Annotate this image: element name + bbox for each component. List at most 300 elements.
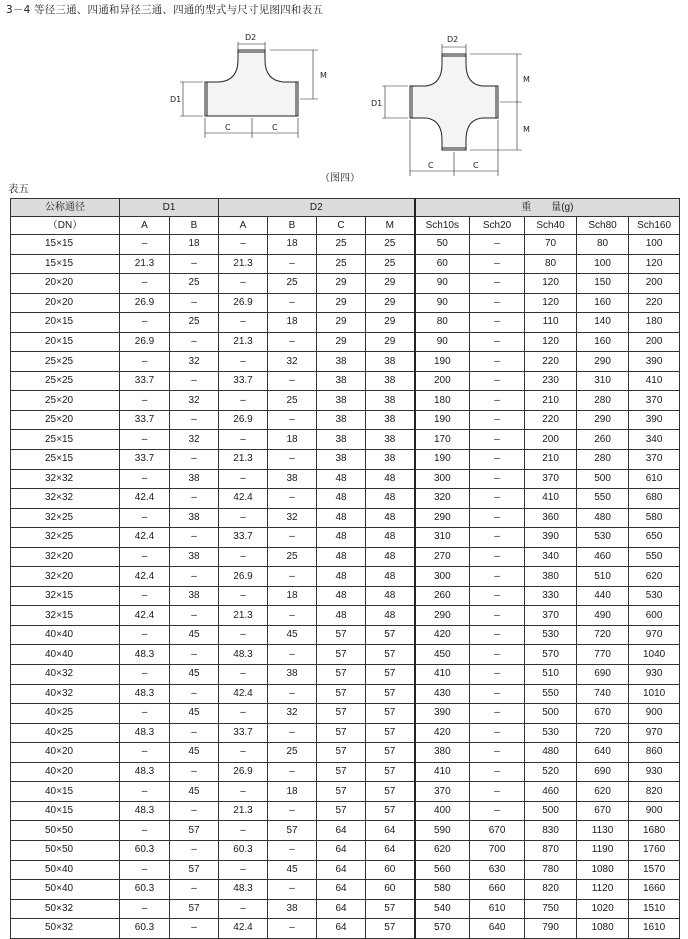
cell-sch80: 160 [577, 332, 629, 352]
cell-d1-b: – [170, 840, 219, 860]
cell-sch10s: 300 [415, 469, 470, 489]
cell-sch80: 550 [577, 489, 629, 509]
cell-dn: 20×15 [11, 313, 120, 333]
cell-sch20: – [470, 586, 525, 606]
cell-c: 64 [317, 919, 366, 939]
cell-sch160: 1660 [629, 880, 680, 900]
table-row [11, 723, 680, 743]
cell-sch160: 930 [629, 762, 680, 782]
cell-d1-a: 48.3 [120, 645, 170, 665]
cell-sch10s: 410 [415, 762, 470, 782]
cell-m: 48 [366, 508, 415, 528]
cell-sch20: – [470, 782, 525, 802]
cell-d2-a: – [219, 743, 268, 763]
cell-d2-b: – [268, 528, 317, 548]
cell-sch40: 80 [525, 254, 577, 274]
cross-d2-label: D2 [447, 35, 459, 44]
cell-sch20: – [470, 704, 525, 724]
cell-sch40: 380 [525, 567, 577, 587]
cell-d1-a: – [120, 274, 170, 294]
cell-sch10s: 450 [415, 645, 470, 665]
cell-c: 38 [317, 391, 366, 411]
cell-c: 64 [317, 880, 366, 900]
cell-d2-a: – [219, 235, 268, 255]
cell-d1-b: 57 [170, 821, 219, 841]
cell-m: 29 [366, 293, 415, 313]
cell-d1-a: – [120, 547, 170, 567]
cell-sch20: – [470, 254, 525, 274]
table-row [11, 567, 680, 587]
cell-d2-b: – [268, 840, 317, 860]
cell-d1-b: – [170, 254, 219, 274]
cell-d1-a: 33.7 [120, 450, 170, 470]
cell-d1-a: 48.3 [120, 684, 170, 704]
cell-d1-a: – [120, 430, 170, 450]
cell-sch10s: 560 [415, 860, 470, 880]
cell-d2-b: – [268, 567, 317, 587]
cell-dn: 25×25 [11, 352, 120, 372]
cell-sch40: 480 [525, 743, 577, 763]
cell-d1-b: – [170, 410, 219, 430]
cell-sch80: 1080 [577, 860, 629, 880]
cell-sch80: 140 [577, 313, 629, 333]
cell-d2-a: 21.3 [219, 801, 268, 821]
cell-d1-a: – [120, 313, 170, 333]
cell-sch10s: 50 [415, 235, 470, 255]
cell-d2-a: – [219, 430, 268, 450]
table-row [11, 410, 680, 430]
cell-sch40: 500 [525, 704, 577, 724]
cell-sch40: 530 [525, 723, 577, 743]
cell-d1-a: – [120, 665, 170, 685]
cell-d1-a: – [120, 860, 170, 880]
cell-dn: 40×32 [11, 684, 120, 704]
cell-d1-a: 33.7 [120, 371, 170, 391]
cell-d2-b: – [268, 723, 317, 743]
cell-d2-a: 48.3 [219, 645, 268, 665]
header-sch160: Sch160 [629, 217, 680, 235]
cell-dn: 32×25 [11, 528, 120, 548]
cell-sch40: 830 [525, 821, 577, 841]
cell-d1-b: – [170, 371, 219, 391]
cell-d2-b: 18 [268, 430, 317, 450]
cell-sch80: 690 [577, 762, 629, 782]
cell-c: 25 [317, 235, 366, 255]
cell-c: 48 [317, 508, 366, 528]
table-row [11, 743, 680, 763]
table-row [11, 762, 680, 782]
cell-sch40: 460 [525, 782, 577, 802]
cell-d1-a: – [120, 469, 170, 489]
cell-d2-a: – [219, 274, 268, 294]
cell-d2-a: – [219, 899, 268, 919]
cell-d2-a: – [219, 508, 268, 528]
cell-sch80: 290 [577, 410, 629, 430]
table-row [11, 919, 680, 939]
cell-d1-b: – [170, 567, 219, 587]
tee-c-left-label: C [225, 123, 231, 132]
cell-sch80: 280 [577, 391, 629, 411]
cell-m: 57 [366, 899, 415, 919]
cell-sch80: 1130 [577, 821, 629, 841]
cell-sch20: – [470, 665, 525, 685]
table-row [11, 332, 680, 352]
cell-d2-b: 32 [268, 704, 317, 724]
cell-sch10s: 260 [415, 586, 470, 606]
tee-m-label: M [320, 71, 327, 80]
cell-d1-a: 26.9 [120, 332, 170, 352]
cell-sch160: 970 [629, 625, 680, 645]
cell-sch80: 640 [577, 743, 629, 763]
header-c: C [317, 217, 366, 235]
cell-sch40: 510 [525, 665, 577, 685]
cell-sch10s: 620 [415, 840, 470, 860]
cell-d1-a: 48.3 [120, 762, 170, 782]
cell-d2-a: 26.9 [219, 293, 268, 313]
cross-c-right-label: C [473, 161, 479, 170]
cell-d1-b: 45 [170, 782, 219, 802]
cell-d2-b: 45 [268, 860, 317, 880]
cell-sch20: – [470, 743, 525, 763]
table-row [11, 352, 680, 372]
cell-sch10s: 190 [415, 450, 470, 470]
cell-d1-b: 45 [170, 704, 219, 724]
cell-d2-a: 26.9 [219, 762, 268, 782]
cell-sch80: 530 [577, 528, 629, 548]
cell-c: 57 [317, 743, 366, 763]
cell-d2-b: 25 [268, 391, 317, 411]
cell-sch160: 200 [629, 332, 680, 352]
cell-sch160: 600 [629, 606, 680, 626]
cell-d1-b: – [170, 293, 219, 313]
cell-d1-b: 45 [170, 665, 219, 685]
cell-sch80: 480 [577, 508, 629, 528]
cell-sch40: 520 [525, 762, 577, 782]
cell-sch10s: 540 [415, 899, 470, 919]
cell-sch40: 120 [525, 332, 577, 352]
tee-d2-label: D2 [245, 33, 257, 42]
cell-d1-a: – [120, 782, 170, 802]
cell-m: 38 [366, 391, 415, 411]
cell-sch10s: 380 [415, 743, 470, 763]
table-row [11, 469, 680, 489]
cell-m: 57 [366, 743, 415, 763]
cell-sch160: 530 [629, 586, 680, 606]
cell-dn: 40×25 [11, 704, 120, 724]
cell-dn: 32×15 [11, 586, 120, 606]
cell-sch20: – [470, 371, 525, 391]
cell-sch20: – [470, 645, 525, 665]
table-row [11, 293, 680, 313]
cell-sch10s: 190 [415, 352, 470, 372]
cell-d1-a: – [120, 625, 170, 645]
cell-m: 64 [366, 840, 415, 860]
cell-sch20: – [470, 235, 525, 255]
cell-d1-b: 45 [170, 743, 219, 763]
cell-m: 57 [366, 782, 415, 802]
cell-sch40: 220 [525, 352, 577, 372]
cell-m: 48 [366, 606, 415, 626]
table-row [11, 840, 680, 860]
cell-dn: 15×15 [11, 254, 120, 274]
cell-c: 57 [317, 782, 366, 802]
cell-sch160: 620 [629, 567, 680, 587]
cell-c: 38 [317, 371, 366, 391]
cell-sch160: 200 [629, 274, 680, 294]
cell-d2-b: – [268, 801, 317, 821]
cell-m: 48 [366, 547, 415, 567]
cell-sch160: 820 [629, 782, 680, 802]
cell-sch160: 900 [629, 704, 680, 724]
cell-d1-a: – [120, 235, 170, 255]
header-row-columns [11, 217, 680, 235]
cell-sch20: – [470, 293, 525, 313]
cell-m: 29 [366, 313, 415, 333]
cell-sch20: – [470, 801, 525, 821]
cell-sch80: 770 [577, 645, 629, 665]
cell-c: 57 [317, 704, 366, 724]
cell-sch20: – [470, 723, 525, 743]
cell-m: 57 [366, 801, 415, 821]
cell-sch80: 1080 [577, 919, 629, 939]
cell-sch20: 700 [470, 840, 525, 860]
cell-sch40: 220 [525, 410, 577, 430]
cell-sch10s: 310 [415, 528, 470, 548]
cell-d2-b: 32 [268, 508, 317, 528]
cell-d2-b: 38 [268, 469, 317, 489]
cell-sch40: 200 [525, 430, 577, 450]
cell-dn: 40×40 [11, 625, 120, 645]
cell-sch20: 610 [470, 899, 525, 919]
cell-d1-b: – [170, 645, 219, 665]
cell-sch20: – [470, 410, 525, 430]
cell-sch20: – [470, 274, 525, 294]
cell-dn: 40×32 [11, 665, 120, 685]
header-d1-a: A [120, 217, 170, 235]
cell-m: 48 [366, 469, 415, 489]
cell-d1-b: – [170, 450, 219, 470]
cell-sch40: 750 [525, 899, 577, 919]
cell-c: 38 [317, 410, 366, 430]
cell-sch80: 100 [577, 254, 629, 274]
cell-d1-a: 42.4 [120, 528, 170, 548]
cell-sch20: – [470, 489, 525, 509]
cell-d1-b: 25 [170, 313, 219, 333]
header-sch10s: Sch10s [415, 217, 470, 235]
cell-m: 38 [366, 410, 415, 430]
cell-d1-a: 48.3 [120, 801, 170, 821]
cell-sch160: 860 [629, 743, 680, 763]
cell-sch20: – [470, 606, 525, 626]
cell-sch20: – [470, 391, 525, 411]
cell-d2-b: 25 [268, 743, 317, 763]
cell-sch160: 1510 [629, 899, 680, 919]
cell-sch40: 570 [525, 645, 577, 665]
cell-c: 64 [317, 899, 366, 919]
cell-sch80: 150 [577, 274, 629, 294]
cell-d2-b: 25 [268, 547, 317, 567]
table-row [11, 489, 680, 509]
cell-m: 38 [366, 352, 415, 372]
cell-sch160: 610 [629, 469, 680, 489]
cell-d1-a: – [120, 352, 170, 372]
cell-sch10s: 90 [415, 332, 470, 352]
header-d2-a: A [219, 217, 268, 235]
cell-sch160: 100 [629, 235, 680, 255]
cell-c: 38 [317, 450, 366, 470]
cell-dn: 25×20 [11, 410, 120, 430]
cell-d2-a: – [219, 625, 268, 645]
cross-d1-label: D1 [371, 99, 383, 108]
cell-c: 38 [317, 430, 366, 450]
cell-sch160: 340 [629, 430, 680, 450]
cell-d1-a: 60.3 [120, 919, 170, 939]
header-m: M [366, 217, 415, 235]
cell-d2-b: – [268, 371, 317, 391]
table-row [11, 899, 680, 919]
cell-m: 57 [366, 704, 415, 724]
cell-dn: 20×15 [11, 332, 120, 352]
cell-sch40: 550 [525, 684, 577, 704]
cell-dn: 50×32 [11, 919, 120, 939]
cell-sch10s: 60 [415, 254, 470, 274]
cell-sch10s: 420 [415, 625, 470, 645]
table-row [11, 880, 680, 900]
cell-m: 57 [366, 665, 415, 685]
cross-m-upper-label: M [523, 75, 530, 84]
cell-sch10s: 570 [415, 919, 470, 939]
cell-sch80: 80 [577, 235, 629, 255]
cell-m: 57 [366, 625, 415, 645]
figure-caption: （图四） [320, 173, 360, 184]
table-row [11, 704, 680, 724]
cell-d2-a: 21.3 [219, 332, 268, 352]
cell-dn: 50×40 [11, 880, 120, 900]
cell-sch40: 370 [525, 469, 577, 489]
cell-sch160: 550 [629, 547, 680, 567]
cell-m: 48 [366, 489, 415, 509]
header-d2: D2 [219, 199, 415, 217]
cell-d1-a: – [120, 743, 170, 763]
cell-d2-b: – [268, 880, 317, 900]
cell-sch40: 410 [525, 489, 577, 509]
cell-c: 57 [317, 723, 366, 743]
header-sch20: Sch20 [470, 217, 525, 235]
cell-d1-b: 32 [170, 352, 219, 372]
table-row [11, 645, 680, 665]
cell-d2-b: 18 [268, 586, 317, 606]
cell-sch20: – [470, 625, 525, 645]
cell-sch40: 210 [525, 450, 577, 470]
cell-sch80: 490 [577, 606, 629, 626]
cell-dn: 32×20 [11, 547, 120, 567]
table-row [11, 430, 680, 450]
cross-c-left-label: C [428, 161, 434, 170]
cell-m: 38 [366, 430, 415, 450]
cell-sch40: 530 [525, 625, 577, 645]
cell-d1-a: – [120, 508, 170, 528]
cell-d1-a: 26.9 [120, 293, 170, 313]
cell-c: 48 [317, 547, 366, 567]
cell-d1-b: – [170, 332, 219, 352]
header-sch40: Sch40 [525, 217, 577, 235]
cell-sch10s: 590 [415, 821, 470, 841]
cell-sch160: 1010 [629, 684, 680, 704]
cell-dn: 32×32 [11, 469, 120, 489]
cell-m: 38 [366, 371, 415, 391]
cell-d2-a: 21.3 [219, 450, 268, 470]
cell-sch160: 370 [629, 450, 680, 470]
cell-c: 48 [317, 469, 366, 489]
cell-d2-a: 21.3 [219, 606, 268, 626]
cell-d2-a: 26.9 [219, 567, 268, 587]
cell-sch10s: 270 [415, 547, 470, 567]
table-row [11, 782, 680, 802]
cell-sch80: 160 [577, 293, 629, 313]
cell-sch40: 360 [525, 508, 577, 528]
cell-sch20: – [470, 508, 525, 528]
table-row [11, 547, 680, 567]
cell-m: 57 [366, 684, 415, 704]
cell-c: 29 [317, 332, 366, 352]
cell-d2-b: – [268, 410, 317, 430]
cell-d2-a: – [219, 665, 268, 685]
cell-d2-a: 42.4 [219, 489, 268, 509]
cell-d2-b: 18 [268, 235, 317, 255]
cell-d1-b: 45 [170, 625, 219, 645]
cell-d2-b: 18 [268, 782, 317, 802]
cell-sch20: – [470, 450, 525, 470]
header-sch80: Sch80 [577, 217, 629, 235]
cell-sch10s: 90 [415, 293, 470, 313]
cell-sch10s: 290 [415, 606, 470, 626]
cell-m: 60 [366, 860, 415, 880]
cell-dn: 40×20 [11, 762, 120, 782]
cell-sch160: 220 [629, 293, 680, 313]
cell-d1-b: 38 [170, 586, 219, 606]
cell-c: 57 [317, 625, 366, 645]
cell-sch10s: 410 [415, 665, 470, 685]
table-row [11, 528, 680, 548]
cell-m: 48 [366, 528, 415, 548]
header-nominal-size: 公称通径 [11, 199, 120, 217]
cell-sch10s: 180 [415, 391, 470, 411]
cell-d2-b: 38 [268, 899, 317, 919]
cell-d2-a: 26.9 [219, 410, 268, 430]
cell-d2-b: – [268, 645, 317, 665]
cell-m: 57 [366, 645, 415, 665]
cell-sch10s: 420 [415, 723, 470, 743]
cell-sch80: 720 [577, 723, 629, 743]
cell-d1-b: – [170, 762, 219, 782]
cell-d1-a: 21.3 [120, 254, 170, 274]
cell-d2-a: – [219, 469, 268, 489]
cell-d2-b: 57 [268, 821, 317, 841]
cell-d1-a: 33.7 [120, 410, 170, 430]
cell-c: 48 [317, 528, 366, 548]
cell-d1-a: 60.3 [120, 880, 170, 900]
cell-sch20: 630 [470, 860, 525, 880]
cell-sch80: 740 [577, 684, 629, 704]
cell-d1-b: – [170, 919, 219, 939]
cell-sch20: – [470, 352, 525, 372]
cell-sch160: 390 [629, 410, 680, 430]
cell-d2-a: – [219, 821, 268, 841]
cell-d1-a: – [120, 821, 170, 841]
cell-d1-b: – [170, 801, 219, 821]
cell-sch80: 500 [577, 469, 629, 489]
cross-m-lower-label: M [523, 125, 530, 134]
